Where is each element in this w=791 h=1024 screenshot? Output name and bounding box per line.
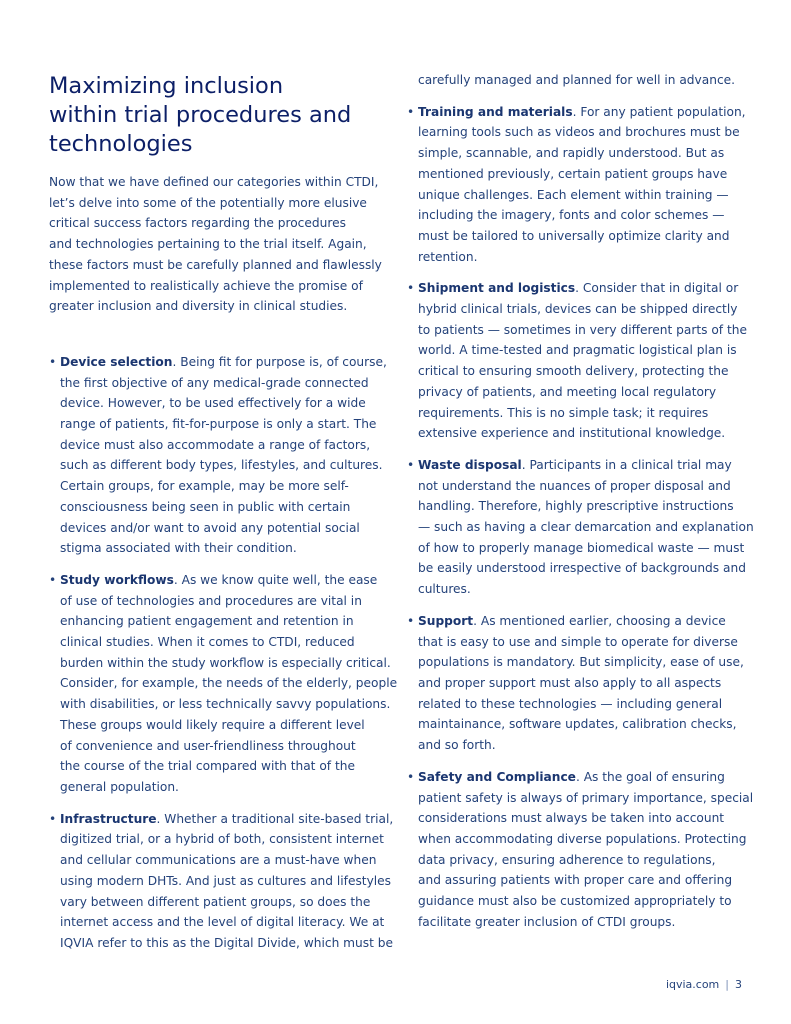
bullet-dot-icon: •: [407, 281, 415, 296]
bullet-line: clinical studies. When it comes to CTDI, reduced: [60, 635, 355, 650]
bullet-line: Consider, for example, the needs of the elderly, people: [60, 676, 398, 691]
bullet-line: stigma associated with their condition.: [60, 541, 297, 556]
bullet-line: — such as having a clear demarcation and explanation: [418, 520, 754, 535]
bullet-heading: Shipment and logistics: [418, 281, 576, 296]
page-title: [49, 72, 369, 159]
bullet-line: facilitate greater inclusion of CTDI groups.: [418, 914, 676, 929]
bullet-item: [407, 611, 747, 756]
bullet-line: critical to ensuring smooth delivery, protecting the: [418, 364, 729, 379]
bullet-line: of how to properly manage biomedical waste — must: [418, 540, 745, 555]
bullet-line: device. However, to be used effectively for a wide: [60, 396, 366, 411]
bullet-item: [407, 102, 747, 268]
bullet-item: [407, 278, 747, 444]
bullet-text: [418, 767, 754, 933]
intro-paragraph: [49, 172, 384, 317]
bullet-line: simple, scannable, and rapidly understood. But as: [418, 146, 725, 161]
bullet-line: using modern DHTs. And just as cultures and lifestyles: [60, 873, 392, 888]
bullet-first-text: . As we know quite well, the ease: [173, 572, 378, 587]
bullet-text: [60, 570, 398, 798]
bullet-line: not understand the nuances of proper disposal and: [418, 478, 731, 493]
bullet-line: These groups would likely require a different level: [60, 717, 365, 732]
bullet-dot-icon: •: [407, 457, 415, 472]
bullet-item: [49, 570, 398, 798]
intro-line: greater inclusion and diversity in clinical studies.: [49, 299, 348, 314]
bullet-line: general population.: [60, 779, 179, 794]
bullet-line: device must also accommodate a range of factors,: [60, 437, 371, 452]
bullet-line: handling. Therefore, highly prescriptive instructions: [418, 499, 734, 514]
bullet-text: [418, 611, 747, 756]
bullet-line: of convenience and user-friendliness throughout: [60, 738, 356, 753]
bullet-first-line: [418, 611, 747, 632]
bullet-first-line: [60, 570, 384, 591]
bullet-line: with disabilities, or less technically savvy populations.: [60, 697, 391, 712]
bullet-first-line: [418, 455, 747, 476]
bullet-line: populations is mandatory. But simplicity, ease of use,: [418, 655, 744, 670]
bullet-line: Certain groups, for example, may be more self-: [60, 479, 349, 494]
bullet-first-text: . As the goal of ensuring: [575, 769, 725, 784]
bullet-text: [418, 102, 747, 268]
bullet-heading: Device selection: [60, 354, 173, 369]
bullet-line: guidance must also be customized appropriately to: [418, 894, 732, 909]
bullet-line: and proper support must also apply to all aspects: [418, 675, 722, 690]
bullet-line: internet access and the level of digital literacy. We at: [60, 915, 385, 930]
footer-website: iqvia.com: [665, 978, 720, 991]
bullet-item: [49, 809, 394, 954]
bullet-line: that is easy to use and simple to operate for diverse: [418, 634, 738, 649]
bullet-heading: Training and materials: [418, 104, 573, 119]
bullet-line: including the imagery, fonts and color schemes —: [418, 208, 725, 223]
bullet-heading: Study workflows: [60, 572, 174, 587]
intro-line: these factors must be carefully planned and flawlessly: [49, 257, 382, 272]
bullet-line: and so forth.: [418, 738, 496, 753]
bullet-line: burden within the study workflow is especially critical.: [60, 655, 391, 670]
bullet-line: learning tools such as videos and brochures must be: [418, 125, 740, 140]
left-column: [49, 172, 398, 965]
right-column: [407, 70, 754, 943]
bullet-line: vary between different patient groups, so does the: [60, 894, 371, 909]
bullet-line: unique challenges. Each element within training —: [418, 187, 729, 202]
bullet-line: data privacy, ensuring adherence to regulations,: [418, 852, 716, 867]
bullet-line: be easily understood irrespective of backgrounds and: [418, 561, 746, 576]
bullet-line: devices and/or want to avoid any potential social: [60, 520, 360, 535]
bullet-dot-icon: •: [49, 811, 57, 826]
right-bullet-list: [407, 102, 754, 933]
bullet-text: [418, 455, 754, 600]
intro-line: and technologies pertaining to the trial itself. Again,: [49, 237, 367, 252]
title-line: within trial procedures and: [49, 102, 352, 128]
bullet-line: the course of the trial compared with that of the: [60, 759, 355, 774]
bullet-line: digitized trial, or a hybrid of both, consistent internet: [60, 832, 384, 847]
bullet-heading: Safety and Compliance: [418, 769, 576, 784]
left-bullet-list: [49, 352, 398, 954]
bullet-line: consciousness being seen in public with certain: [60, 499, 351, 514]
bullet-heading: Infrastructure: [60, 811, 157, 826]
bullet-line: extensive experience and institutional knowledge.: [418, 426, 726, 441]
continued-paragraph: [407, 70, 747, 91]
bullet-line: considerations must always be taken into account: [418, 811, 725, 826]
bullet-line: maintainance, software updates, calibration checks,: [418, 717, 737, 732]
bullet-first-line: [418, 278, 747, 299]
bullet-line: and cellular communications are a must-have when: [60, 853, 377, 868]
title-line: technologies: [49, 131, 193, 157]
page-footer: [666, 978, 742, 991]
bullet-line: such as different body types, lifestyles, and cultures.: [60, 458, 383, 473]
bullet-line: hybrid clinical trials, devices can be shipped directly: [418, 302, 738, 317]
bullet-item: [49, 352, 387, 559]
bullet-line: patient safety is always of primary importance, special: [418, 790, 754, 805]
bullet-heading: Waste disposal: [418, 457, 522, 472]
bullet-dot-icon: •: [407, 104, 415, 119]
bullet-dot-icon: •: [49, 572, 57, 587]
bullet-line: world. A time-tested and pragmatic logistical plan is: [418, 343, 737, 358]
bullet-first-line: [60, 352, 387, 373]
bullet-item: [407, 455, 754, 600]
intro-line: implemented to realistically achieve the promise of: [49, 278, 363, 293]
bullet-line: IQVIA refer to this as the Digital Divide, which must be: [60, 935, 393, 950]
bullet-dot-icon: •: [407, 613, 415, 628]
bullet-first-text: . Consider that in digital or: [575, 281, 739, 296]
bullet-text: [60, 352, 387, 559]
bullet-first-text: . For any patient population,: [572, 104, 746, 119]
continued-line: carefully managed and planned for well in advance.: [418, 73, 736, 87]
bullet-line: mentioned previously, certain patient groups have: [418, 166, 728, 181]
intro-line: Now that we have defined our categories within CTDI,: [49, 175, 379, 189]
bullet-line: requirements. This is no simple task; it requires: [418, 405, 709, 420]
page-number: 3: [735, 978, 742, 991]
intro-line: let’s delve into some of the potentially more elusive: [49, 195, 367, 210]
bullet-first-text: . Participants in a clinical trial may: [521, 457, 732, 472]
footer-separator: |: [725, 978, 729, 991]
bullet-first-line: [418, 767, 747, 788]
bullet-line: the first objective of any medical-grade connected: [60, 375, 369, 390]
bullet-line: and assuring patients with proper care and offering: [418, 873, 733, 888]
bullet-line: to patients — sometimes in very different parts of the: [418, 322, 747, 337]
bullet-first-text: . Being fit for purpose is, of course,: [172, 354, 387, 369]
bullet-line: retention.: [418, 249, 478, 264]
bullet-text: [418, 278, 747, 444]
bullet-first-text: . Whether a traditional site-based trial,: [156, 811, 394, 826]
bullet-heading: Support: [418, 613, 474, 628]
title-line: Maximizing inclusion: [49, 73, 284, 99]
bullet-first-line: [60, 809, 394, 830]
bullet-first-text: . As mentioned earlier, choosing a device: [473, 613, 726, 628]
intro-line: critical success factors regarding the procedures: [49, 216, 346, 231]
bullet-line: must be tailored to universally optimize clarity and: [418, 228, 730, 243]
bullet-dot-icon: •: [407, 769, 415, 784]
bullet-line: when accommodating diverse populations. Protecting: [418, 831, 747, 846]
bullet-line: cultures.: [418, 582, 471, 597]
bullet-line: enhancing patient engagement and retention in: [60, 614, 354, 629]
bullet-line: privacy of patients, and meeting local regulatory: [418, 384, 717, 399]
bullet-first-line: [418, 102, 747, 123]
bullet-text: [60, 809, 394, 954]
bullet-dot-icon: •: [49, 354, 57, 369]
bullet-item: [407, 767, 754, 933]
bullet-line: related to these technologies — including general: [418, 696, 723, 711]
bullet-line: of use of technologies and procedures are vital in: [60, 593, 362, 608]
bullet-line: range of patients, fit-for-purpose is only a start. The: [60, 417, 377, 432]
